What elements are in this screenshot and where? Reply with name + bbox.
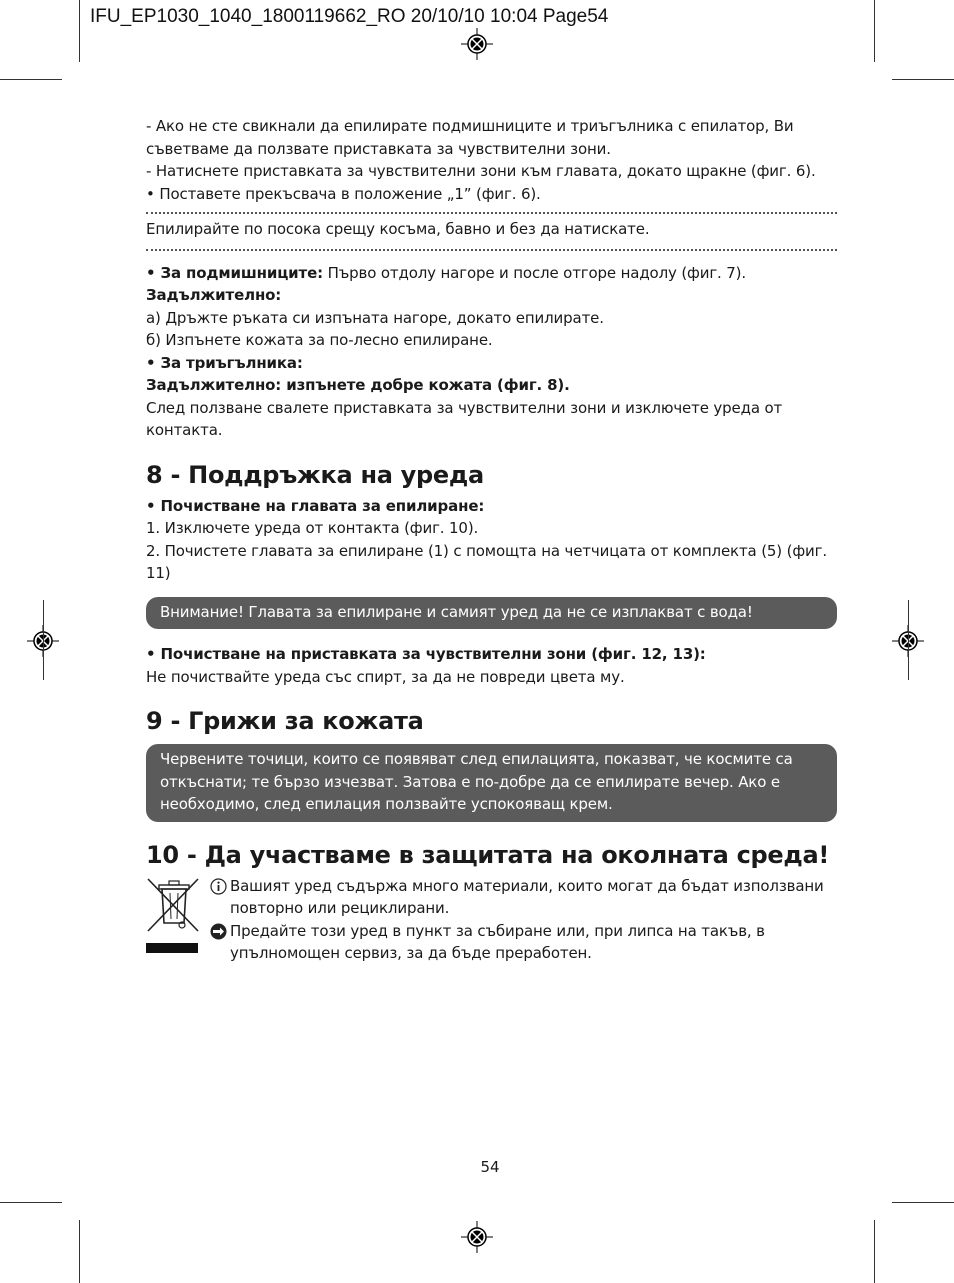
triangle-label: • За триъгълника: (146, 353, 303, 372)
crop-mark (892, 79, 954, 80)
crop-mark (874, 1220, 875, 1283)
crop-mark (79, 1220, 80, 1283)
attachment-cleaning-label: • Почистване на приставката за чувствителни зони (фиг. 12, 13): (146, 645, 706, 663)
page-number: 54 (480, 1158, 500, 1176)
environment-text (204, 875, 837, 965)
print-slug: IFU_EP1030_1040_1800119662_RO 20/10/10 10:04 Page54 (90, 6, 609, 27)
warning-text: Внимание! Главата за епилиране и самият уред да не се изплакват с вода! (160, 602, 753, 621)
crop-mark (0, 1202, 62, 1203)
crop-mark (43, 600, 44, 680)
section-9-title: 9 - Грижи за кожата (146, 707, 424, 735)
cleaning-step-1: 1. Изключете уреда от контакта (фиг. 10). (146, 519, 479, 537)
skin-care-box (146, 744, 837, 822)
info-icon (210, 875, 230, 920)
crop-mark (892, 1202, 954, 1203)
underarms-text: Първо отдолу нагоре и после отгоре надолу (фиг. 7). (322, 263, 747, 282)
triangle-after: След ползване свалете приставката за чувствителни зони и изключете уреда от контакта. (146, 398, 783, 439)
underarms-step-b: б) Изпънете кожата за по-лесно епилиране. (146, 331, 493, 349)
crop-mark (908, 600, 909, 680)
underarms-paragraph (146, 262, 837, 285)
crop-mark (79, 0, 80, 62)
cleaning-step-2: 2. Почистете главата за епилиране (1) с помощта на четчицата от комплекта (5) (фиг. 11) (146, 541, 827, 582)
underarms-label: • За подмишниците: (146, 263, 323, 282)
head-cleaning-label: • Почистване на главата за епилиране: (146, 496, 485, 515)
mandatory-label: Задължително: (146, 286, 282, 304)
section-8-title: 8 - Поддръжка на уреда (146, 460, 484, 489)
environment-block (146, 875, 837, 965)
attachment-cleaning-text: Не почиствайте уреда със спирт, за да не повреди цвета му. (146, 667, 625, 686)
underarms-step-a: а) Дръжте ръката си изпъната нагоре, докато епилирате. (146, 308, 604, 327)
crop-mark (0, 79, 62, 80)
crossed-bin-icon (146, 875, 204, 965)
dotted-note (146, 212, 837, 251)
section-10-title: 10 - Да участваме в защитата на околната среда! (146, 840, 830, 869)
recycle-text: Вашият уред съдържа много материали, които могат да бъдат използвани повторно или рециклирани. (230, 876, 824, 917)
skin-care-text: Червените точици, които се появяват след епилацията, показват, че космите са откъснати; те бързо изчезват. Затова е по-добре да се епилирате вечер. Ако е необходимо, след епилация ползвайте успокояващ крем. (160, 750, 793, 813)
recycle-line (210, 875, 837, 920)
intro-line: - Ако не сте свикнали да епилирате подмишниците и триъгълника с епилатор, Ви съветваме да ползвате приставката за чувствителни зони. (146, 117, 794, 158)
warning-box (146, 597, 837, 630)
triangle-mandatory: Задължително: изпънете добре кожата (фиг. 8). (146, 376, 570, 394)
collection-text: Предайте този уред в пункт за събиране или, при липса на такъв, в упълномощен сервиз, за да бъде преработен. (230, 921, 765, 962)
page-content (146, 115, 837, 965)
crop-mark (874, 0, 875, 62)
intro-line: • Поставете прекъсвача в положение „1” (фиг. 6). (146, 184, 541, 203)
registration-mark-icon (461, 1221, 493, 1253)
dotted-note-text: Епилирайте по посока срещу косъма, бавно и без да натискате. (146, 220, 650, 238)
intro-line: - Натиснете приставката за чувствителни зони към главата, докато щракне (фиг. 6). (146, 162, 816, 180)
arrow-hand-icon (210, 920, 230, 965)
registration-mark-icon (461, 28, 493, 60)
collection-line (210, 920, 837, 965)
